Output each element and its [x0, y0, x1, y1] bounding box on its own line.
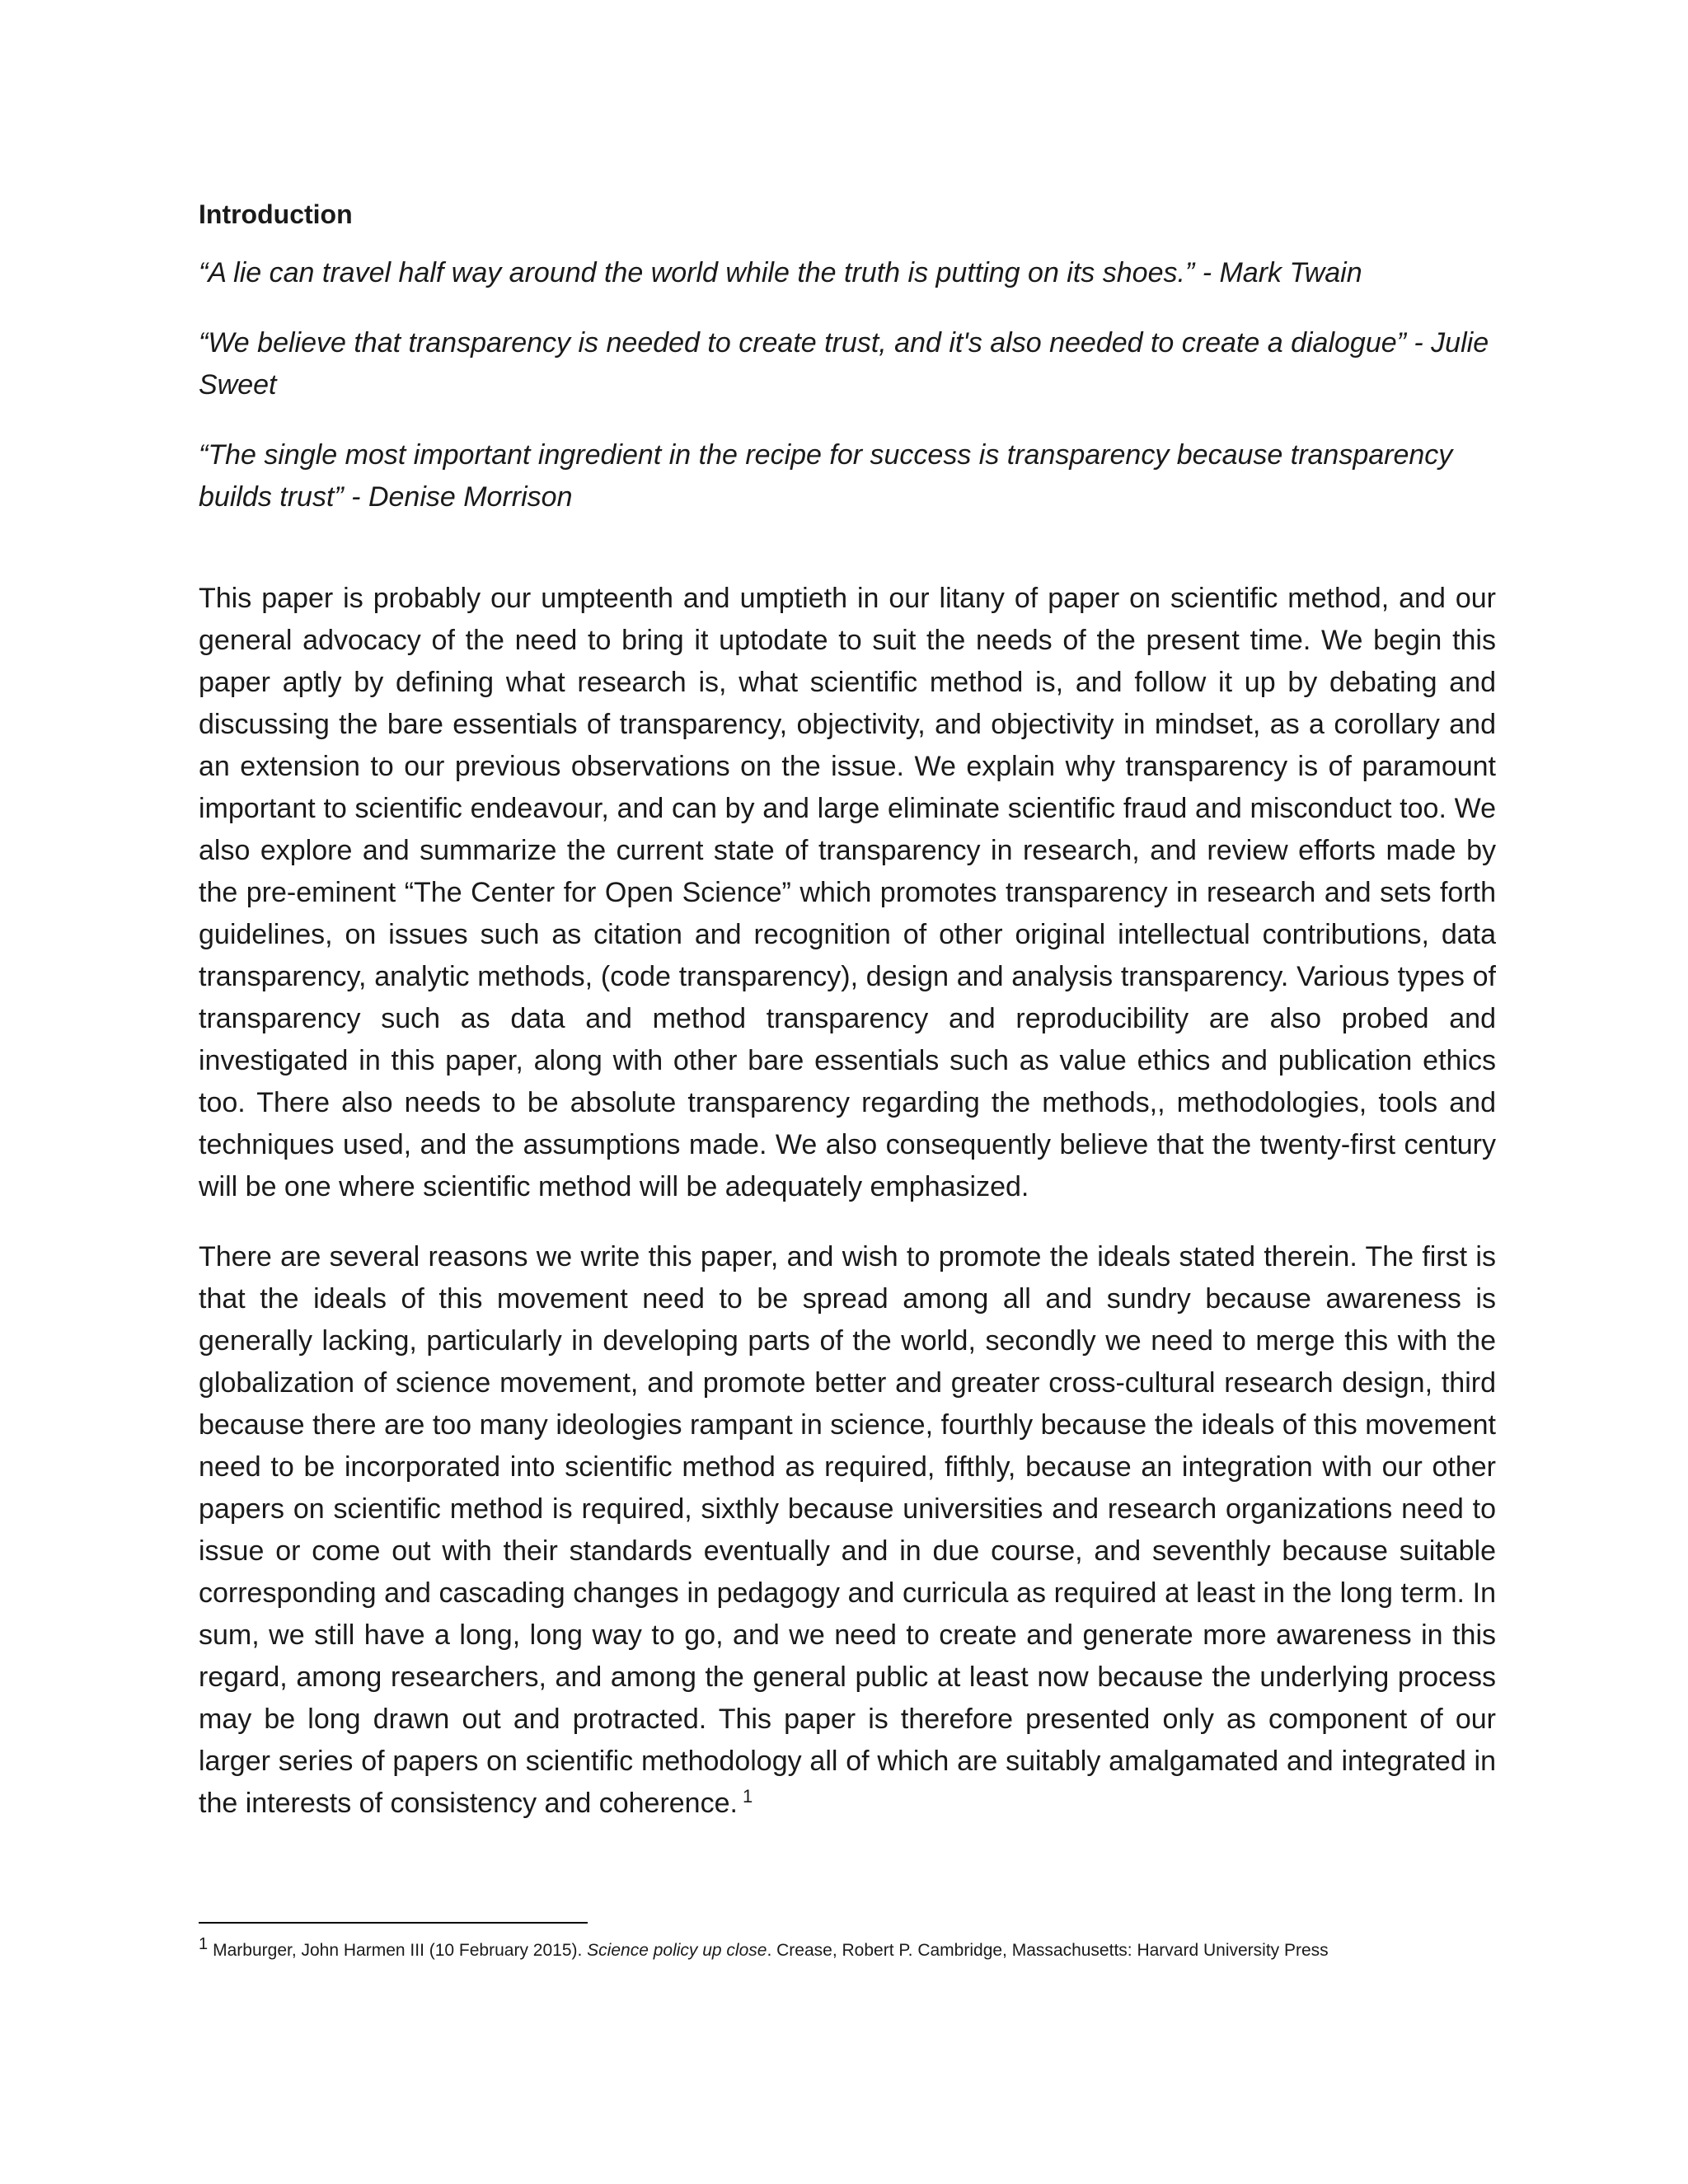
- epigraph-quote-morrison: “The single most important ingredient in the recipe for success is transparency because transparency builds trust” - Denise Morrison: [199, 439, 1453, 513]
- footnote: [199, 1935, 1517, 1963]
- epigraph-quote-sweet: “We believe that transparency is needed to create trust, and it's also needed to create a dialogue” - Julie Sweet: [199, 327, 1489, 401]
- document-body: [199, 198, 1496, 1853]
- paragraph-1: This paper is probably our umpteenth and umptieth in our litany of paper on scientific method, and our general advocacy of the need to bring it uptodate to suit the needs of the present time. We begin this paper aptly by defining what research is, what scientific method is, and follow it up by debating and discussing the bare essentials of transparency, objectivity, and objectivity in mindset, as a corollary and an extension to our previous observations on the issue. We explain why transparency is of paramount important to scientific endeavour, and can by and large eliminate scientific fraud and misconduct too. We also explore and summarize the current state of transparency in research, and review efforts made by the pre-eminent “The Center for Open Science” which promotes transparency in research and sets forth guidelines, on issues such as citation and recognition of other original intellectual contributions, data transparency, analytic methods, (code transparency), design and analysis transparency. Various types of transparency such as data and method transparency and reproducibility are also probed and investigated in this paper, along with other bare essentials such as value ethics and publication ethics too. There also needs to be absolute transparency regarding the methods,, methodologies, tools and techniques used, and the assumptions made. We also consequently believe that the twenty-first century will be one where scientific method will be adequately emphasized.: [199, 583, 1496, 1202]
- epigraph-quote-twain: “A lie can travel half way around the world while the truth is putting on its shoes.” - Mark Twain: [199, 257, 1362, 288]
- footnote-citation-suffix: . Crease, Robert P. Cambridge, Massachusetts: Harvard University Press: [767, 1941, 1329, 1960]
- footnote-citation-title: Science policy up close: [587, 1941, 767, 1960]
- section-heading: Introduction: [199, 199, 353, 229]
- footnote-divider: [199, 1922, 588, 1924]
- paragraph-2: [199, 1236, 1496, 1825]
- paragraph-2-text: There are several reasons we write this paper, and wish to promote the ideals stated therein. The first is that the ideals of this movement need to be spread among all and sundry because awareness is generally lacking, particularly in developing parts of the world, secondly we need to merge this with the globalization of science movement, and promote better and greater cross-cultural research design, third because there are too many ideologies rampant in science, fourthly because the ideals of this movement need to be incorporated into scientific method as required, fifthly, because an integration with our other papers on scientific method is required, sixthly because universities and research organizations need to issue or come out with their standards eventually and in due course, and seventhly because suitable corresponding and cascading changes in pedagogy and curricula as required at least in the long term. In sum, we still have a long, long way to go, and we need to create and generate more awareness in this regard, among researchers, and among the general public at least now because the underlying process may be long drawn out and protracted. This paper is therefore presented only as component of our larger series of papers on scientific methodology all of which are suitably amalgamated and integrated in the interests of consistency and coherence.: [199, 1241, 1496, 1819]
- footnote-reference[interactable]: 1: [742, 1785, 753, 1807]
- footnote-marker: 1: [199, 1935, 209, 1953]
- footnote-citation-prefix: Marburger, John Harmen III (10 February 2015).: [213, 1941, 588, 1960]
